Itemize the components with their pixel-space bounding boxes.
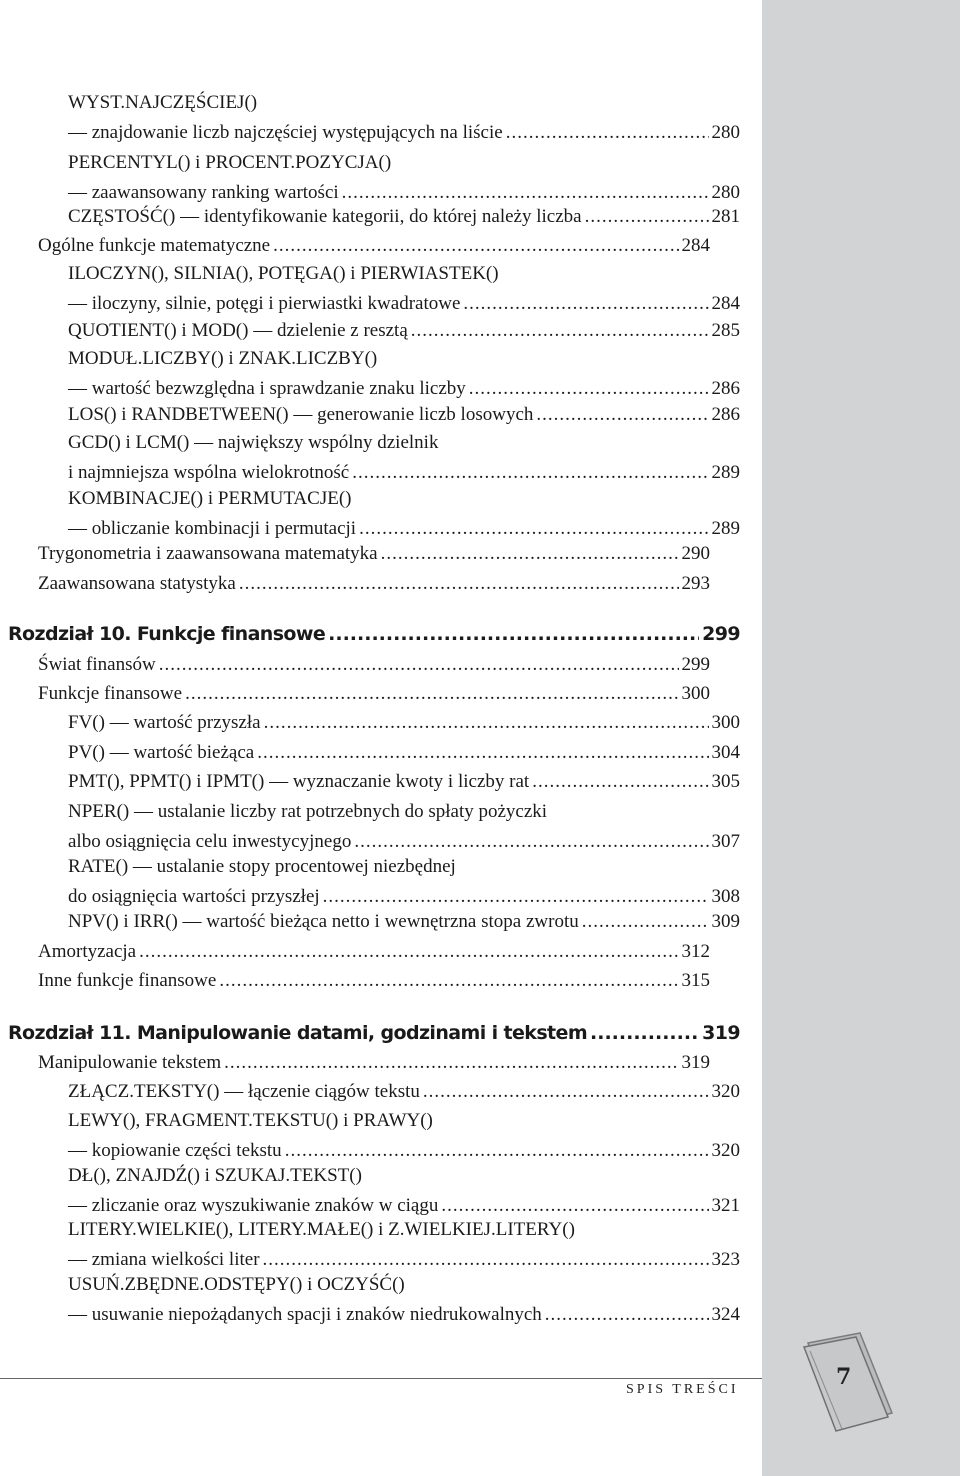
toc-page-number: 280 (711, 122, 740, 143)
toc-entry-title: Manipulowanie tekstem (38, 1052, 222, 1073)
toc-entry-title: WYST.NAJCZĘŚCIEJ() (68, 92, 258, 113)
toc-page-number: 299 (702, 623, 740, 645)
toc-entry-title: PV() — wartość bieżąca (68, 742, 255, 763)
toc-page-number: 284 (681, 235, 710, 256)
toc-entry[interactable] (38, 679, 710, 709)
toc-entry-title: Funkcje finansowe (38, 683, 183, 704)
dot-leader (585, 202, 709, 232)
toc-entry[interactable] (68, 767, 740, 797)
toc-entry-title: — znajdowanie liczb najczęściej występujących na liście (68, 122, 503, 143)
toc-page-number: 312 (681, 941, 710, 962)
toc-entry-title: Rozdział 11. Manipulowanie datami, godzinami i tekstem (8, 1022, 588, 1044)
toc-entry[interactable] (38, 569, 710, 599)
toc-entry-title: USUŃ.ZBĘDNE.ODSTĘPY() i OCZYŚĆ() (68, 1274, 405, 1295)
toc-entry-title: Inne funkcje finansowe (38, 970, 217, 991)
toc-page-number: 320 (711, 1081, 740, 1102)
dot-leader (239, 569, 679, 599)
dot-leader (159, 650, 679, 680)
toc-entry-title: Świat finansów (38, 654, 156, 675)
toc-entry[interactable] (68, 907, 740, 937)
toc-entry[interactable] (68, 708, 740, 738)
toc-chapter[interactable] (8, 619, 740, 649)
toc-page-number: 324 (711, 1304, 740, 1325)
toc-entry[interactable] (68, 1270, 740, 1330)
toc-page-number: 308 (711, 886, 740, 907)
dot-leader (328, 619, 699, 649)
toc-entry-title: do osiągnięcia wartości przyszłej (68, 886, 320, 907)
toc-entry-title: — kopiowanie części tekstu (68, 1140, 282, 1161)
toc-page-number: 309 (711, 911, 740, 932)
toc-entry-title: GCD() i LCM() — największy wspólny dzielnik (68, 432, 439, 453)
dot-leader (506, 118, 709, 148)
toc-entry-title: LOS() i RANDBETWEEN() — generowanie liczb losowych (68, 404, 534, 425)
toc-entry-title: Zaawansowana statystyka (38, 573, 236, 594)
toc-entry[interactable] (68, 148, 740, 208)
toc-page-number: 289 (711, 518, 740, 539)
dot-leader (139, 937, 678, 967)
toc-entry-title: NPV() i IRR() — wartość bieżąca netto i wewnętrzna stopa zwrotu (68, 911, 579, 932)
toc-entry-title: LEWY(), FRAGMENT.TEKSTU() i PRAWY() (68, 1110, 433, 1131)
toc-page-number: 285 (711, 320, 740, 341)
toc-page-number: 300 (711, 712, 740, 733)
dot-leader (381, 539, 679, 569)
dot-leader (219, 966, 678, 996)
toc-entry[interactable] (68, 344, 740, 404)
toc-entry-title: LITERY.WIELKIE(), LITERY.MAŁE() i Z.WIELKIEJ.LITERY() (68, 1219, 575, 1240)
toc-entry-title: — wartość bezwzględna i sprawdzanie znaku liczby (68, 378, 466, 399)
toc-entry-title: ZŁĄCZ.TEKSTY() — łączenie ciągów tekstu (68, 1081, 420, 1102)
dot-leader (532, 767, 708, 797)
toc-page-number: 280 (711, 182, 740, 203)
toc-entry-title: KOMBINACJE() i PERMUTACJE() (68, 488, 352, 509)
toc-entry[interactable] (68, 400, 740, 430)
toc-entry-title: — usuwanie niepożądanych spacji i znaków niedrukowalnych (68, 1304, 542, 1325)
dot-leader (463, 289, 708, 319)
toc-page-number: 304 (711, 742, 740, 763)
toc-entry-title: PERCENTYL() i PROCENT.POZYCJA() (68, 152, 392, 173)
toc-page-number: 307 (711, 831, 740, 852)
toc-entry-title: FV() — wartość przyszła (68, 712, 261, 733)
toc-entry-title: CZĘSTOŚĆ() — identyfikowanie kategorii, do której należy liczba (68, 206, 582, 227)
toc-entry-title: Ogólne funkcje matematyczne (38, 235, 271, 256)
toc-entry[interactable] (68, 88, 740, 148)
toc-entry[interactable] (38, 937, 710, 967)
toc-page-number: 319 (702, 1022, 740, 1044)
toc-entry-title: ILOCZYN(), SILNIA(), POTĘGA() i PIERWIASTEK() (68, 263, 499, 284)
toc-page-number: 284 (711, 293, 740, 314)
running-footer: SPIS TREŚCI (626, 1382, 739, 1397)
toc-entry-title: Trygonometria i zaawansowana matematyka (38, 543, 378, 564)
toc-entry[interactable] (68, 852, 740, 912)
dot-leader (545, 1300, 709, 1330)
toc-entry[interactable] (68, 316, 740, 346)
toc-entry[interactable] (68, 1106, 740, 1166)
toc-page-number: 299 (681, 654, 710, 675)
dot-leader (185, 679, 678, 709)
toc-entry-title: — zaawansowany ranking wartości (68, 182, 339, 203)
toc-entry-title: DŁ(), ZNAJDŹ() i SZUKAJ.TEKST() (68, 1165, 362, 1186)
dot-leader (582, 907, 709, 937)
toc-entry-title: Amortyzacja (38, 941, 137, 962)
dot-leader (590, 1018, 699, 1048)
dot-leader (411, 316, 709, 346)
toc-entry-title: — obliczanie kombinacji i permutacji (68, 518, 357, 539)
dot-leader (536, 400, 708, 430)
toc-entry[interactable] (38, 231, 710, 261)
toc-page-number: 289 (711, 462, 740, 483)
toc-page-number: 281 (711, 206, 740, 227)
toc-entry[interactable] (68, 259, 740, 319)
toc-entry-title: MODUŁ.LICZBY() i ZNAK.LICZBY() (68, 348, 378, 369)
toc-entry[interactable] (68, 738, 740, 768)
dot-leader (257, 738, 708, 768)
toc-page-number: 286 (711, 404, 740, 425)
toc-page-number: 300 (681, 683, 710, 704)
dot-leader (264, 708, 709, 738)
dot-leader (273, 231, 678, 261)
toc-entry[interactable] (68, 797, 740, 857)
toc-page-number: 323 (711, 1249, 740, 1270)
toc-entry-title: NPER() — ustalanie liczby rat potrzebnych do spłaty pożyczki (68, 801, 548, 822)
toc-entry[interactable] (68, 484, 740, 544)
toc-entry-title: — zmiana wielkości liter (68, 1249, 260, 1270)
toc-page-number: 321 (711, 1195, 740, 1216)
toc-page-number: 293 (681, 573, 710, 594)
toc-chapter[interactable] (8, 1018, 740, 1048)
toc-entry[interactable] (38, 966, 710, 996)
toc-entry[interactable] (68, 1077, 740, 1107)
toc-entry-title: QUOTIENT() i MOD() — dzielenie z resztą (68, 320, 408, 341)
dot-leader (224, 1048, 678, 1078)
page-margin-tab (762, 0, 960, 1476)
toc-entry[interactable] (38, 650, 710, 680)
toc-page-number: 315 (681, 970, 710, 991)
toc-entry-title: — iloczyny, silnie, potęgi i pierwiastki kwadratowe (68, 293, 461, 314)
toc-entry-title: RATE() — ustalanie stopy procentowej niezbędnej (68, 856, 456, 877)
toc-entry-title: i najmniejsza wspólna wielokrotność (68, 462, 350, 483)
toc-page-number: 320 (711, 1140, 740, 1161)
toc-page-number: 319 (681, 1052, 710, 1073)
dot-leader (423, 1077, 709, 1107)
toc-entry[interactable] (38, 539, 710, 569)
toc-entry[interactable] (68, 202, 740, 232)
toc-entry-title: — zliczanie oraz wyszukiwanie znaków w ciągu (68, 1195, 439, 1216)
toc-entry[interactable] (68, 1161, 740, 1221)
toc-page-number: 305 (711, 771, 740, 792)
footer-rule (0, 1378, 762, 1379)
toc-entry[interactable] (38, 1048, 710, 1078)
toc-entry-title: Rozdział 10. Funkcje finansowe (8, 623, 326, 645)
toc-entry[interactable] (68, 428, 740, 488)
page-number: 7 (836, 1364, 852, 1390)
toc-page-number: 290 (681, 543, 710, 564)
toc-page-number: 286 (711, 378, 740, 399)
toc-entry-title: albo osiągnięcia celu inwestycyjnego (68, 831, 352, 852)
toc-entry-title: PMT(), PPMT() i IPMT() — wyznaczanie kwoty i liczby rat (68, 771, 530, 792)
toc-entry[interactable] (68, 1215, 740, 1275)
